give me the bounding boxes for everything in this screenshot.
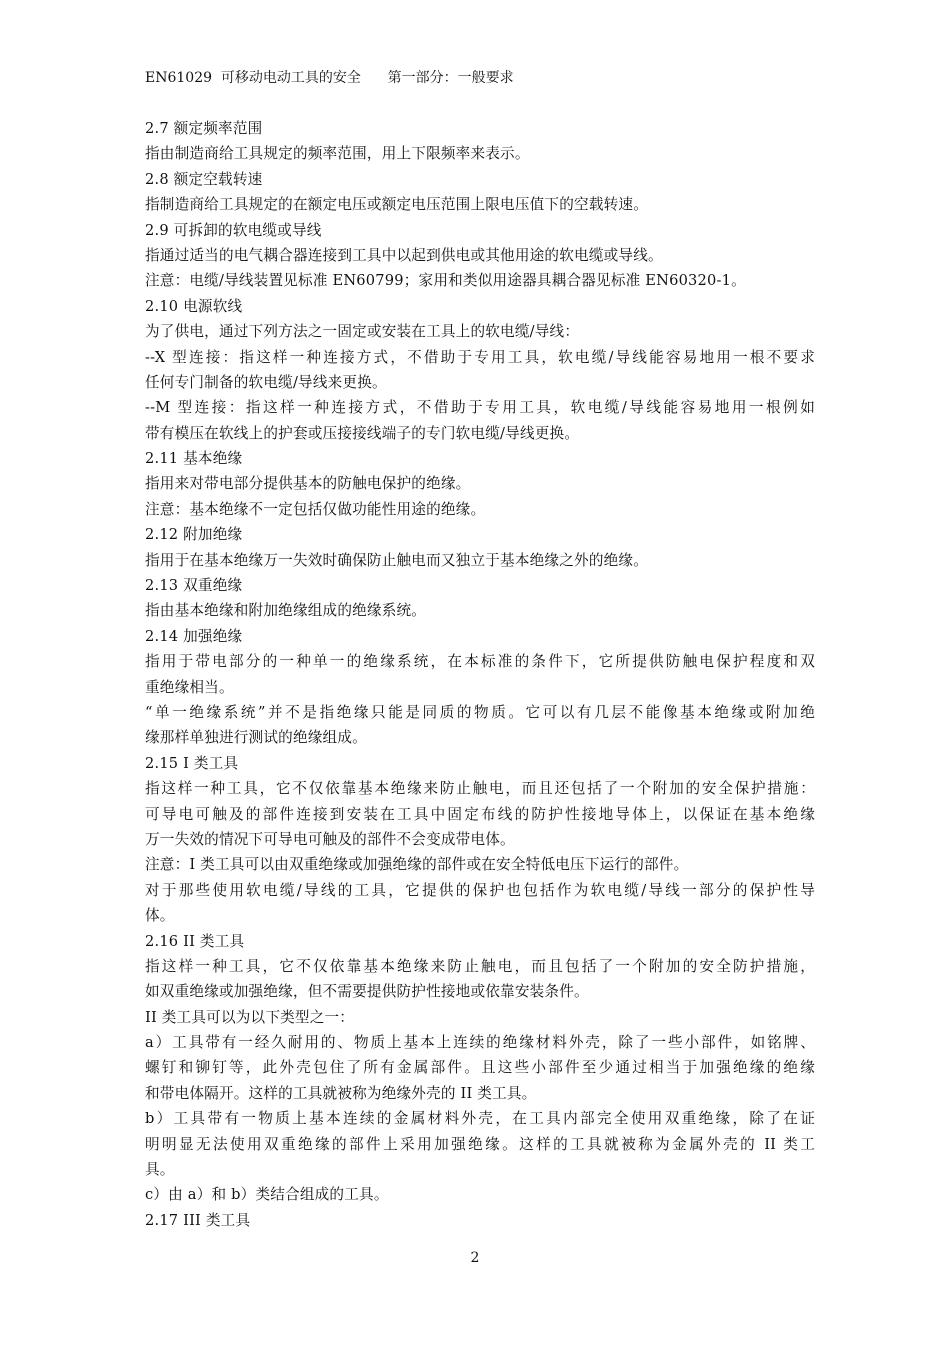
text-line: 螺钉和铆钉等，此外壳包住了所有金属部件。且这些小部件至少通过相当于加强绝缘的绝缘 <box>145 1059 815 1077</box>
document-body <box>145 116 815 1233</box>
text-line: 任何专门制备的软电缆/导线来更换。 <box>145 373 387 391</box>
text-line: 缘那样单独进行测试的绝缘组成。 <box>145 729 367 747</box>
text-line: 如双重绝缘或加强绝缘，但不需要提供防护性接地或依靠安装条件。 <box>145 983 589 1001</box>
text-line: 指这样一种工具，它不仅依靠基本绝缘来防止触电，而且包括了一个附加的安全防护措施， <box>145 957 815 975</box>
text-line: 注意：电缆/导线装置见标准 EN60799；家用和类似用途器具耦合器见标准 EN60320-1。 <box>145 272 746 290</box>
text-line: 指通过适当的电气耦合器连接到工具中以起到供电或其他用途的软电缆或导线。 <box>145 246 663 264</box>
text-line: 指用来对带电部分提供基本的防触电保护的绝缘。 <box>145 475 471 493</box>
page-number: 2 <box>470 1250 480 1266</box>
text-line: 万一失效的情况下可导电可触及的部件不会变成带电体。 <box>145 830 515 848</box>
text-line: 2.8 额定空载转速 <box>145 170 263 188</box>
text-line: 指制造商给工具规定的在额定电压或额定电压范围上限电压值下的空载转速。 <box>145 196 648 214</box>
text-line: 具。 <box>145 1161 175 1179</box>
text-line: 注意：基本绝缘不一定包括仅做功能性用途的绝缘。 <box>145 500 486 518</box>
text-line: 指用于在基本绝缘万一失效时确保防止触电而又独立于基本绝缘之外的绝缘。 <box>145 551 648 569</box>
text-line: II 类工具可以为以下类型之一： <box>145 1008 355 1026</box>
text-line: a）工具带有一经久耐用的、物质上基本上连续的绝缘材料外壳，除了一些小部件，如铭牌、 <box>145 1034 815 1052</box>
text-line: 2.7 额定频率范围 <box>145 120 263 137</box>
text-line: 带有模压在软线上的护套或压接接线端子的专门软电缆/导线更换。 <box>145 424 580 442</box>
text-line: 指由基本绝缘和附加绝缘组成的绝缘系统。 <box>145 602 427 620</box>
text-line: c）由 a）和 b）类结合组成的工具。 <box>145 1186 389 1204</box>
text-line: 2.10 电源软线 <box>145 297 243 315</box>
text-line: 2.16 II 类工具 <box>145 932 245 950</box>
text-line: 指由制造商给工具规定的频率范围，用上下限频率来表示。 <box>145 145 530 163</box>
text-line: 可导电可触及的部件连接到安装在工具中固定布线的防护性接地导体上，以保证在基本绝缘 <box>145 805 815 823</box>
text-line: 指这样一种工具，它不仅依靠基本绝缘来防止触电，而且还包括了一个附加的安全保护措施： <box>145 780 815 798</box>
text-line: “单一绝缘系统”并不是指绝缘只能是同质的物质。它可以有几层不能像基本绝缘或附加绝 <box>145 703 815 721</box>
text-line: --X 型连接：指这样一种连接方式，不借助于专用工具，软电缆/导线能容易地用一根不要求 <box>145 348 815 366</box>
text-line: 2.9 可拆卸的软电缆或导线 <box>145 221 322 239</box>
text-line: 2.17 III 类工具 <box>145 1211 251 1229</box>
text-line: --M 型连接：指这样一种连接方式，不借助于专用工具，软电缆/导线能容易地用一根例如 <box>145 399 815 417</box>
text-line: b）工具带有一物质上基本连续的金属材料外壳，在工具内部完全使用双重绝缘，除了在证 <box>145 1110 815 1128</box>
text-line: 2.12 附加绝缘 <box>145 526 243 544</box>
text-line: 2.11 基本绝缘 <box>145 450 243 468</box>
text-line: 对于那些使用软电缆/导线的工具，它提供的保护也包括作为软电缆/导线一部分的保护性导 <box>145 881 815 899</box>
text-line: 和带电体隔开。这样的工具就被称为绝缘外壳的 II 类工具。 <box>145 1084 537 1102</box>
text-line: 注意：I 类工具可以由双重绝缘或加强绝缘的部件或在安全特低电压下运行的部件。 <box>145 856 689 874</box>
text-line: 指用于带电部分的一种单一的绝缘系统，在本标准的条件下，它所提供防触电保护程度和双 <box>145 653 815 671</box>
running-header: EN61029 可移动电动工具的安全 第一部分：一般要求 <box>145 70 514 86</box>
text-line: 为了供电，通过下列方法之一固定或安装在工具上的软电缆/导线： <box>145 323 580 341</box>
text-line: 2.14 加强绝缘 <box>145 627 243 645</box>
text-line: 2.13 双重绝缘 <box>145 577 243 595</box>
text-line: 2.15 I 类工具 <box>145 754 239 772</box>
text-line: 体。 <box>145 907 175 925</box>
text-line: 明明显无法使用双重绝缘的部件上采用加强绝缘。这样的工具就被称为金属外壳的 II 类工 <box>145 1135 815 1153</box>
text-line: 重绝缘相当。 <box>145 678 234 696</box>
